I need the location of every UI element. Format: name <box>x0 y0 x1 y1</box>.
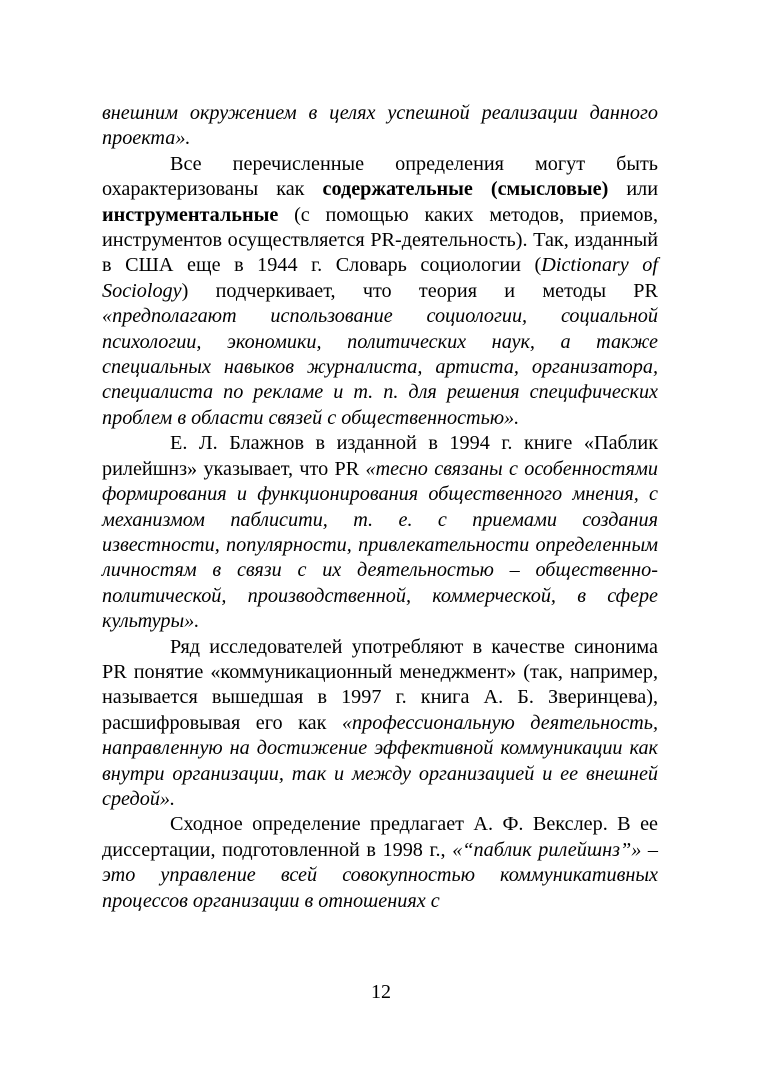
paragraph-veksler <box>102 812 658 914</box>
paragraph-definitions <box>102 152 658 431</box>
term-content: содержательные (смысловые) <box>322 178 609 201</box>
text-run: или <box>608 178 659 201</box>
paragraph-blazhnov <box>102 431 658 634</box>
quote-text: «“паблик рилейшнз”» – это управление всей совокупностью коммуникативных процессов организации в отношениях с <box>102 838 658 912</box>
quote-text: «тесно связаны с особенностями формирования и функционирования общественного мнения, с механизмом паблисити, т. е. с приемами создания известности, популярности, привлекательности определенным личностям в связи с их деятельностью – общественно-политической, производственной, коммерческой, в сфере культуры». <box>102 457 659 633</box>
text-run: (с помощью каких методов, приемов, инструментов осуществляется PR-деятельность). Так, изданный в США еще в 1944 г. Словарь социологии ( <box>102 203 658 277</box>
text-run: Ряд исследователей употребляют в качестве синонима PR понятие «коммуникационный менеджмент» (так, например, называется вышедшая в 1997 г. книга А. Б. Зверинцева), расшифровывая его как <box>102 635 658 734</box>
book-title: Dictionary of Sociology <box>102 254 658 302</box>
text-run: Сходное определение предлагает А. Ф. Векслер. В ее диссертации, подготовленной в 1998 г., <box>102 813 658 861</box>
term-instrumental: инструментальные <box>102 203 279 226</box>
quote-text: внешним окружением в целях успешной реализации данного проекта». <box>102 102 658 150</box>
paragraph-continuation <box>102 101 658 152</box>
quote-text: «предполагают использование социологии, социальной психологии, экономики, политических наук, а также специальных навыков журналиста, артиста, организатора, специалиста по рекламе и т. п. для решения специфических проблем в области связей с общественностью». <box>102 305 658 429</box>
text-run: Все перечисленные определения могут быть охарактеризованы как <box>102 152 658 201</box>
text-run: Е. Л. Блажнов в изданной в 1994 г. книге «Паблик рилейшнз» указывает, что PR <box>102 432 658 480</box>
paragraph-communication-management <box>102 635 658 813</box>
quote-text: «профессиональную деятельность, направленную на достижение эффективной коммуникации как внутри организации, так и между организацией и ее внешней средой». <box>102 711 658 810</box>
body-text <box>102 101 658 914</box>
text-run: ) подчеркивает, что теория и методы PR <box>181 279 658 302</box>
page-number: 12 <box>371 981 391 1003</box>
